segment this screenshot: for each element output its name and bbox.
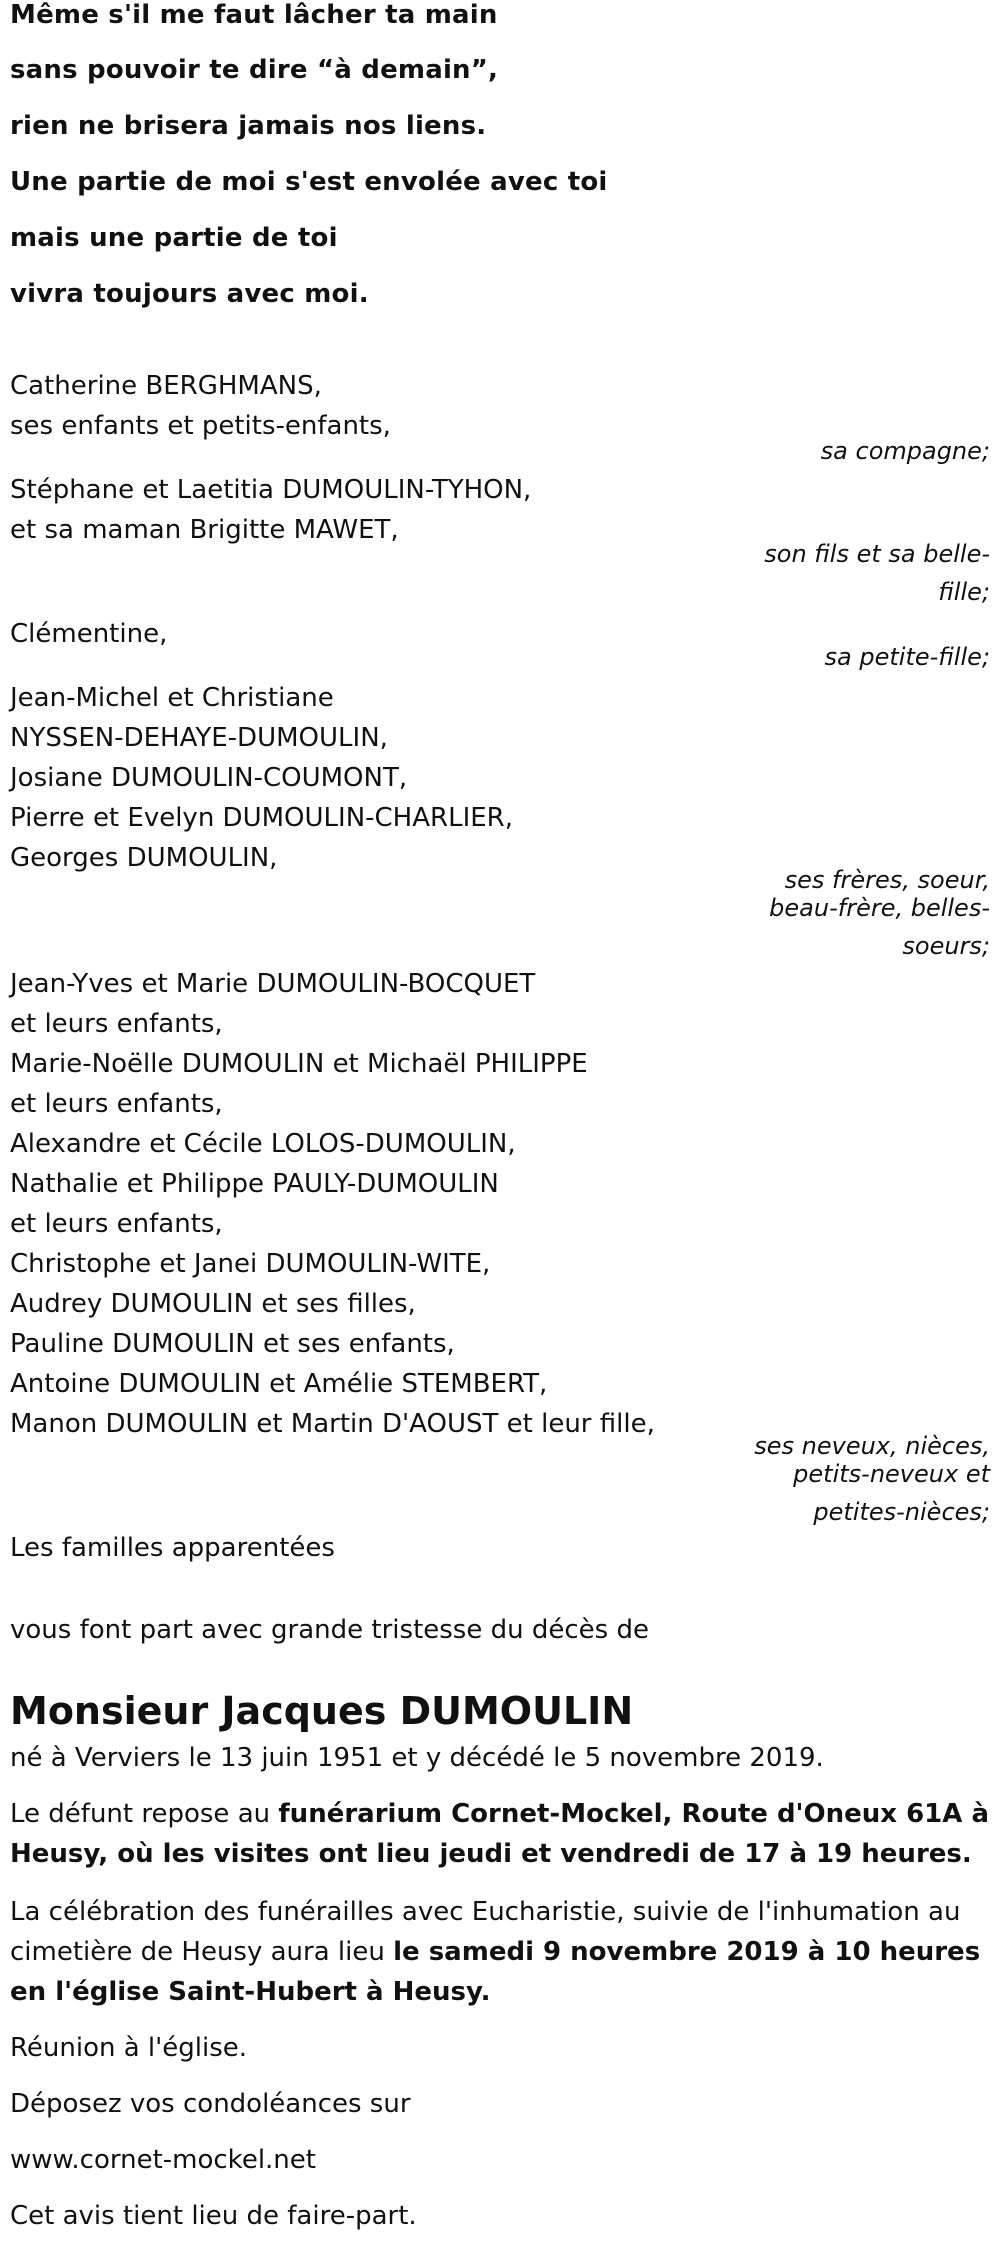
website-link[interactable]: www.cornet-mockel.net (10, 2145, 316, 2175)
relation-label: sa compagne; (820, 437, 990, 465)
family-line: Catherine BERGHMANS, (10, 371, 322, 401)
relation-label: sa petite-fille; (824, 643, 990, 671)
rest-intro: Le défunt repose au (10, 1799, 279, 1829)
poem (10, 0, 710, 335)
family-line: Marie-Noëlle DUMOULIN et Michaël PHILIPPE (10, 1049, 588, 1079)
family-line: Josiane DUMOULIN-COUMONT, (10, 763, 408, 793)
condolences-line: Déposez vos condoléances sur (10, 2089, 411, 2119)
family-line: Georges DUMOULIN, (10, 843, 278, 873)
announcement-text: vous font part avec grande tristesse du décès de (10, 1615, 649, 1645)
family-line: Christophe et Janei DUMOULIN-WITE, (10, 1249, 491, 1279)
rest-paragraph (10, 1794, 995, 1874)
funeral-when: le samedi 9 novembre 2019 à 10 heures en l'église Saint-Hubert à Heusy. (10, 1937, 981, 2007)
family-line: Pierre et Evelyn DUMOULIN-CHARLIER, (10, 803, 513, 833)
relation-label (730, 866, 990, 960)
relation-label-line: beau-frère, belles- (769, 894, 990, 922)
family-line: Antoine DUMOULIN et Amélie STEMBERT, (10, 1369, 548, 1399)
family-line: Jean-Yves et Marie DUMOULIN-BOCQUET (10, 969, 536, 999)
relation-label (730, 535, 990, 611)
poem-line: Une partie de moi s'est envolée avec toi (10, 167, 608, 197)
poem-line: vivra toujours avec moi. (10, 279, 369, 309)
family-line: Jean-Michel et Christiane (10, 683, 334, 713)
family-line: Manon DUMOULIN et Martin D'AOUST et leur fille, (10, 1409, 655, 1439)
birth-death-line: né à Verviers le 13 juin 1951 et y décédé le 5 novembre 2019. (10, 1743, 824, 1773)
relation-label (730, 1432, 990, 1526)
family-line: et leurs enfants, (10, 1209, 223, 1239)
poem-line: sans pouvoir te dire “à demain”, (10, 55, 499, 85)
family-line: NYSSEN-DEHAYE-DUMOULIN, (10, 723, 388, 753)
family-line: ses enfants et petits-enfants, (10, 411, 391, 441)
family-line: et leurs enfants, (10, 1009, 223, 1039)
relation-label-line: soeurs; (902, 932, 990, 960)
family-line: et sa maman Brigitte MAWET, (10, 515, 399, 545)
relation-label-line: son fils et sa belle- (764, 540, 990, 568)
deceased-name: Monsieur Jacques DUMOULIN (10, 1689, 634, 1733)
poem-line: rien ne brisera jamais nos liens. (10, 111, 487, 141)
family-line: Clémentine, (10, 619, 168, 649)
family-line: Stéphane et Laetitia DUMOULIN-TYHON, (10, 475, 532, 505)
family-line: Les familles apparentées (10, 1533, 335, 1563)
poem-line: Même s'il me faut lâcher ta main (10, 0, 498, 30)
relation-label-line: petites-nièces; (813, 1498, 990, 1526)
meeting-line: Réunion à l'église. (10, 2033, 248, 2063)
relation-label-line: fille; (938, 578, 990, 606)
relation-label-line: ses frères, soeur, (784, 866, 990, 894)
notice-line: Cet avis tient lieu de faire-part. (10, 2201, 417, 2231)
relation-label-line: ses neveux, nièces, (754, 1432, 990, 1460)
funeral-intro: La célébration des funérailles avec Eucharistie, suivie de l'inhumation au cimetière de Heusy aura lieu (10, 1897, 961, 1967)
poem-line: mais une partie de toi (10, 223, 338, 253)
family-line: Nathalie et Philippe PAULY-DUMOULIN (10, 1169, 499, 1199)
family-line: et leurs enfants, (10, 1089, 223, 1119)
family-line: Audrey DUMOULIN et ses filles, (10, 1289, 416, 1319)
rest-place: funérarium Cornet-Mockel, Route d'Oneux 61A à Heusy, où les visites ont lieu jeudi et vendredi de 17 à 19 heures. (10, 1799, 989, 1869)
family-line: Pauline DUMOULIN et ses enfants, (10, 1329, 455, 1359)
funeral-paragraph (10, 1892, 995, 2012)
relation-label-line: petits-neveux et (793, 1460, 990, 1488)
family-line: Alexandre et Cécile LOLOS-DUMOULIN, (10, 1129, 516, 1159)
